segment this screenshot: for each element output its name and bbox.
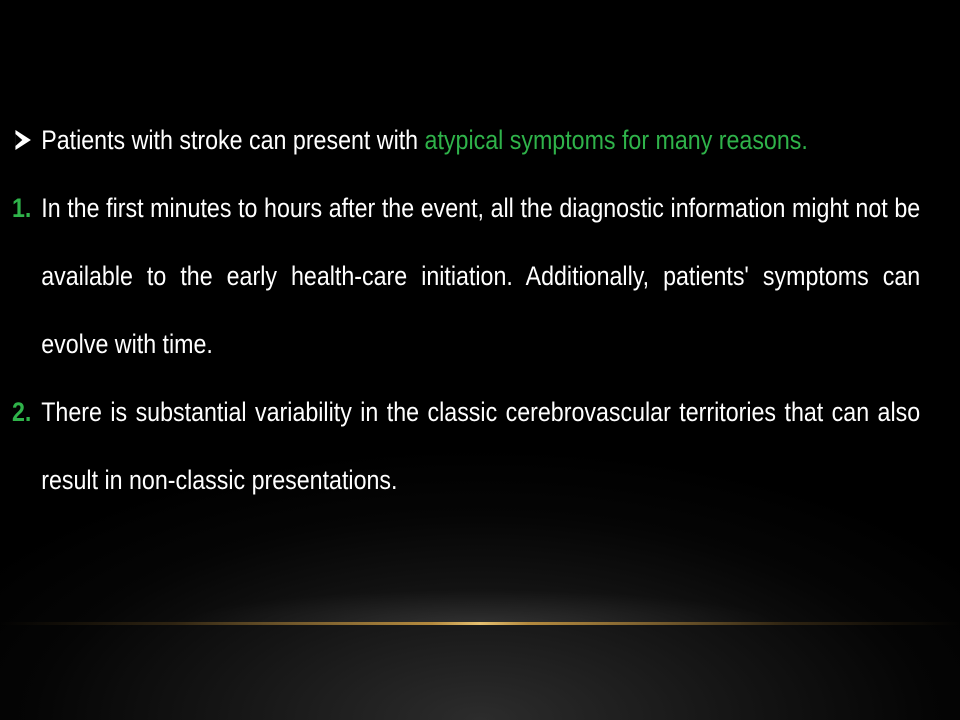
arrow-bullet-icon <box>15 130 30 150</box>
point-text-2: There is substantial variability in the classic cerebrovascular territories that can also result in non-classic presentations. <box>41 397 921 495</box>
bullet-accent-text: atypical symptoms for many reasons. <box>424 125 808 155</box>
point-text-1: In the first minutes to hours after the event, all the diagnostic information might not be available to the early health-care initiation. Additionally, patients' symptoms can evolve with time. <box>41 193 921 359</box>
bullet-paragraph <box>12 106 920 174</box>
point-paragraph-2 <box>12 378 920 514</box>
divider-line <box>0 622 960 625</box>
bullet-text: Patients with stroke can present with <box>41 125 425 155</box>
slide-content <box>12 106 950 514</box>
point-number-2: 2. <box>12 397 32 427</box>
point-paragraph-1 <box>12 174 920 378</box>
bottom-glow <box>180 590 780 624</box>
point-number-1: 1. <box>12 193 32 223</box>
